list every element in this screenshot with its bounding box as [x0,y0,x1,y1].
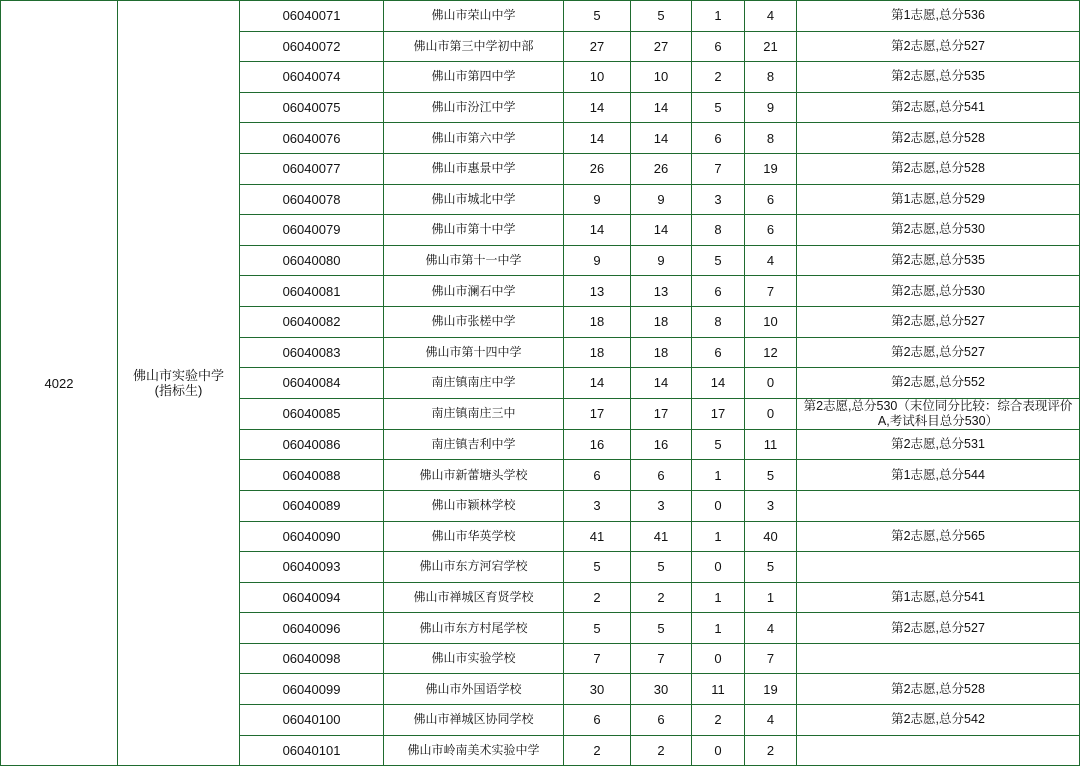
school-code-cell: 06040085 [240,398,384,429]
school-name-cell: 佛山市岭南美术实验中学 [384,735,564,766]
school-name-cell: 佛山市禅城区育贤学校 [384,582,564,613]
quota-cell: 18 [564,337,631,368]
cutoff-note-cell: 第2志愿,总分528 [797,674,1080,705]
filled-cell: 6 [631,460,692,491]
filled-cell: 10 [631,62,692,93]
school-name-cell: 佛山市外国语学校 [384,674,564,705]
admitted-cell: 1 [692,582,745,613]
filled-cell: 13 [631,276,692,307]
quota-cell: 5 [564,552,631,583]
quota-cell: 14 [564,123,631,154]
cutoff-note-cell: 第2志愿,总分552 [797,368,1080,399]
quota-cell: 6 [564,705,631,736]
remaining-cell: 4 [745,245,797,276]
quota-cell: 14 [564,215,631,246]
filled-cell: 6 [631,705,692,736]
school-name-cell: 佛山市第十中学 [384,215,564,246]
school-name-cell: 佛山市汾江中学 [384,92,564,123]
admitted-cell: 6 [692,276,745,307]
filled-cell: 5 [631,552,692,583]
school-code-cell: 06040101 [240,735,384,766]
school-name-cell: 佛山市惠景中学 [384,153,564,184]
cutoff-note-cell: 第2志愿,总分530（末位同分比较：综合表现评价A,考试科目总分530） [797,398,1080,429]
school-name-cell: 佛山市张槎中学 [384,306,564,337]
admitted-cell: 0 [692,552,745,583]
admitted-cell: 1 [692,460,745,491]
school-code-cell: 06040079 [240,215,384,246]
remaining-cell: 21 [745,31,797,62]
remaining-cell: 7 [745,276,797,307]
quota-cell: 27 [564,31,631,62]
cutoff-note-cell: 第2志愿,总分535 [797,62,1080,93]
school-code-cell: 06040071 [240,1,384,32]
admitted-cell: 0 [692,643,745,674]
quota-cell: 26 [564,153,631,184]
admitted-cell: 8 [692,215,745,246]
cutoff-note-cell: 第2志愿,总分528 [797,123,1080,154]
cutoff-note-cell: 第2志愿,总分527 [797,306,1080,337]
remaining-cell: 19 [745,153,797,184]
quota-cell: 10 [564,62,631,93]
admitted-cell: 5 [692,92,745,123]
cutoff-note-cell [797,552,1080,583]
quota-cell: 5 [564,1,631,32]
table-body [1,1,1080,766]
group-name-line2: (指标生) [154,383,203,399]
quota-cell: 30 [564,674,631,705]
school-name-cell: 佛山市荣山中学 [384,1,564,32]
school-name-cell: 佛山市华英学校 [384,521,564,552]
filled-cell: 18 [631,337,692,368]
filled-cell: 5 [631,1,692,32]
quota-cell: 2 [564,582,631,613]
admitted-cell: 6 [692,31,745,62]
admitted-cell: 7 [692,153,745,184]
remaining-cell: 4 [745,705,797,736]
school-code-cell: 06040090 [240,521,384,552]
admitted-cell: 17 [692,398,745,429]
quota-cell: 18 [564,306,631,337]
remaining-cell: 0 [745,368,797,399]
quota-cell: 7 [564,643,631,674]
filled-cell: 3 [631,490,692,521]
admitted-cell: 14 [692,368,745,399]
admitted-cell: 2 [692,62,745,93]
school-name-cell: 佛山市第四中学 [384,62,564,93]
quota-cell: 16 [564,429,631,460]
school-code-cell: 06040099 [240,674,384,705]
admitted-cell: 0 [692,735,745,766]
filled-cell: 14 [631,92,692,123]
admitted-cell: 6 [692,337,745,368]
remaining-cell: 9 [745,92,797,123]
school-code-cell: 06040081 [240,276,384,307]
admitted-cell: 5 [692,429,745,460]
school-name-cell: 佛山市第六中学 [384,123,564,154]
quota-cell: 5 [564,613,631,644]
remaining-cell: 2 [745,735,797,766]
admitted-cell: 5 [692,245,745,276]
school-code-cell: 06040088 [240,460,384,491]
filled-cell: 16 [631,429,692,460]
cutoff-note-cell: 第2志愿,总分542 [797,705,1080,736]
quota-cell: 9 [564,245,631,276]
school-code-cell: 06040083 [240,337,384,368]
admitted-cell: 1 [692,613,745,644]
school-code-cell: 06040074 [240,62,384,93]
school-code-cell: 06040089 [240,490,384,521]
remaining-cell: 0 [745,398,797,429]
quota-cell: 2 [564,735,631,766]
cutoff-note-cell: 第2志愿,总分527 [797,31,1080,62]
school-name-cell: 佛山市第三中学初中部 [384,31,564,62]
group-name-cell [118,1,240,766]
quota-cell: 14 [564,92,631,123]
admitted-cell: 2 [692,705,745,736]
school-name-cell: 南庄镇南庄三中 [384,398,564,429]
remaining-cell: 1 [745,582,797,613]
filled-cell: 14 [631,215,692,246]
filled-cell: 5 [631,613,692,644]
school-name-cell: 佛山市澜石中学 [384,276,564,307]
cutoff-note-cell: 第2志愿,总分528 [797,153,1080,184]
quota-cell: 3 [564,490,631,521]
quota-cell: 14 [564,368,631,399]
admitted-cell: 11 [692,674,745,705]
filled-cell: 2 [631,582,692,613]
school-code-cell: 06040084 [240,368,384,399]
admitted-cell: 3 [692,184,745,215]
remaining-cell: 12 [745,337,797,368]
filled-cell: 17 [631,398,692,429]
filled-cell: 9 [631,245,692,276]
filled-cell: 18 [631,306,692,337]
cutoff-note-cell: 第2志愿,总分531 [797,429,1080,460]
remaining-cell: 7 [745,643,797,674]
cutoff-note-cell: 第2志愿,总分530 [797,276,1080,307]
quota-cell: 13 [564,276,631,307]
school-code-cell: 06040098 [240,643,384,674]
remaining-cell: 40 [745,521,797,552]
cutoff-note-cell: 第1志愿,总分541 [797,582,1080,613]
cutoff-note-cell: 第1志愿,总分536 [797,1,1080,32]
quota-cell: 6 [564,460,631,491]
admitted-cell: 0 [692,490,745,521]
school-code-cell: 06040082 [240,306,384,337]
school-name-cell: 佛山市第十四中学 [384,337,564,368]
school-name-cell: 佛山市禅城区协同学校 [384,705,564,736]
school-code-cell: 06040086 [240,429,384,460]
remaining-cell: 5 [745,460,797,491]
cutoff-note-cell: 第2志愿,总分527 [797,613,1080,644]
cutoff-note-cell: 第1志愿,总分544 [797,460,1080,491]
remaining-cell: 19 [745,674,797,705]
group-name-line1: 佛山市实验中学 [132,368,224,384]
remaining-cell: 4 [745,1,797,32]
remaining-cell: 6 [745,184,797,215]
quota-cell: 41 [564,521,631,552]
school-code-cell: 06040096 [240,613,384,644]
group-id-cell: 4022 [1,1,118,766]
school-name-cell: 佛山市实验学校 [384,643,564,674]
filled-cell: 30 [631,674,692,705]
quota-cell: 17 [564,398,631,429]
cutoff-note-cell: 第2志愿,总分530 [797,215,1080,246]
school-name-cell: 佛山市第十一中学 [384,245,564,276]
filled-cell: 14 [631,368,692,399]
school-code-cell: 06040078 [240,184,384,215]
school-code-cell: 06040093 [240,552,384,583]
school-code-cell: 06040075 [240,92,384,123]
school-code-cell: 06040076 [240,123,384,154]
admitted-cell: 1 [692,521,745,552]
remaining-cell: 11 [745,429,797,460]
filled-cell: 41 [631,521,692,552]
filled-cell: 7 [631,643,692,674]
remaining-cell: 6 [745,215,797,246]
filled-cell: 27 [631,31,692,62]
school-name-cell: 佛山市颖林学校 [384,490,564,521]
admitted-cell: 8 [692,306,745,337]
admitted-cell: 6 [692,123,745,154]
remaining-cell: 4 [745,613,797,644]
filled-cell: 14 [631,123,692,154]
school-name-cell: 佛山市新蕾塘头学校 [384,460,564,491]
filled-cell: 2 [631,735,692,766]
school-code-cell: 06040100 [240,705,384,736]
school-code-cell: 06040080 [240,245,384,276]
school-code-cell: 06040094 [240,582,384,613]
remaining-cell: 5 [745,552,797,583]
cutoff-note-cell: 第2志愿,总分541 [797,92,1080,123]
cutoff-note-cell: 第1志愿,总分529 [797,184,1080,215]
school-name-cell: 佛山市城北中学 [384,184,564,215]
school-code-cell: 06040072 [240,31,384,62]
cutoff-note-cell [797,735,1080,766]
cutoff-note-cell [797,490,1080,521]
remaining-cell: 8 [745,62,797,93]
school-name-cell: 南庄镇吉利中学 [384,429,564,460]
remaining-cell: 10 [745,306,797,337]
cutoff-note-cell [797,643,1080,674]
remaining-cell: 3 [745,490,797,521]
school-name-cell: 佛山市东方河宕学校 [384,552,564,583]
admitted-cell: 1 [692,1,745,32]
table-row [1,1,1080,32]
school-name-cell: 佛山市东方村尾学校 [384,613,564,644]
school-name-cell: 南庄镇南庄中学 [384,368,564,399]
quota-cell: 9 [564,184,631,215]
filled-cell: 26 [631,153,692,184]
remaining-cell: 8 [745,123,797,154]
school-code-cell: 06040077 [240,153,384,184]
cutoff-note-cell: 第2志愿,总分527 [797,337,1080,368]
cutoff-note-cell: 第2志愿,总分565 [797,521,1080,552]
cutoff-note-cell: 第2志愿,总分535 [797,245,1080,276]
filled-cell: 9 [631,184,692,215]
